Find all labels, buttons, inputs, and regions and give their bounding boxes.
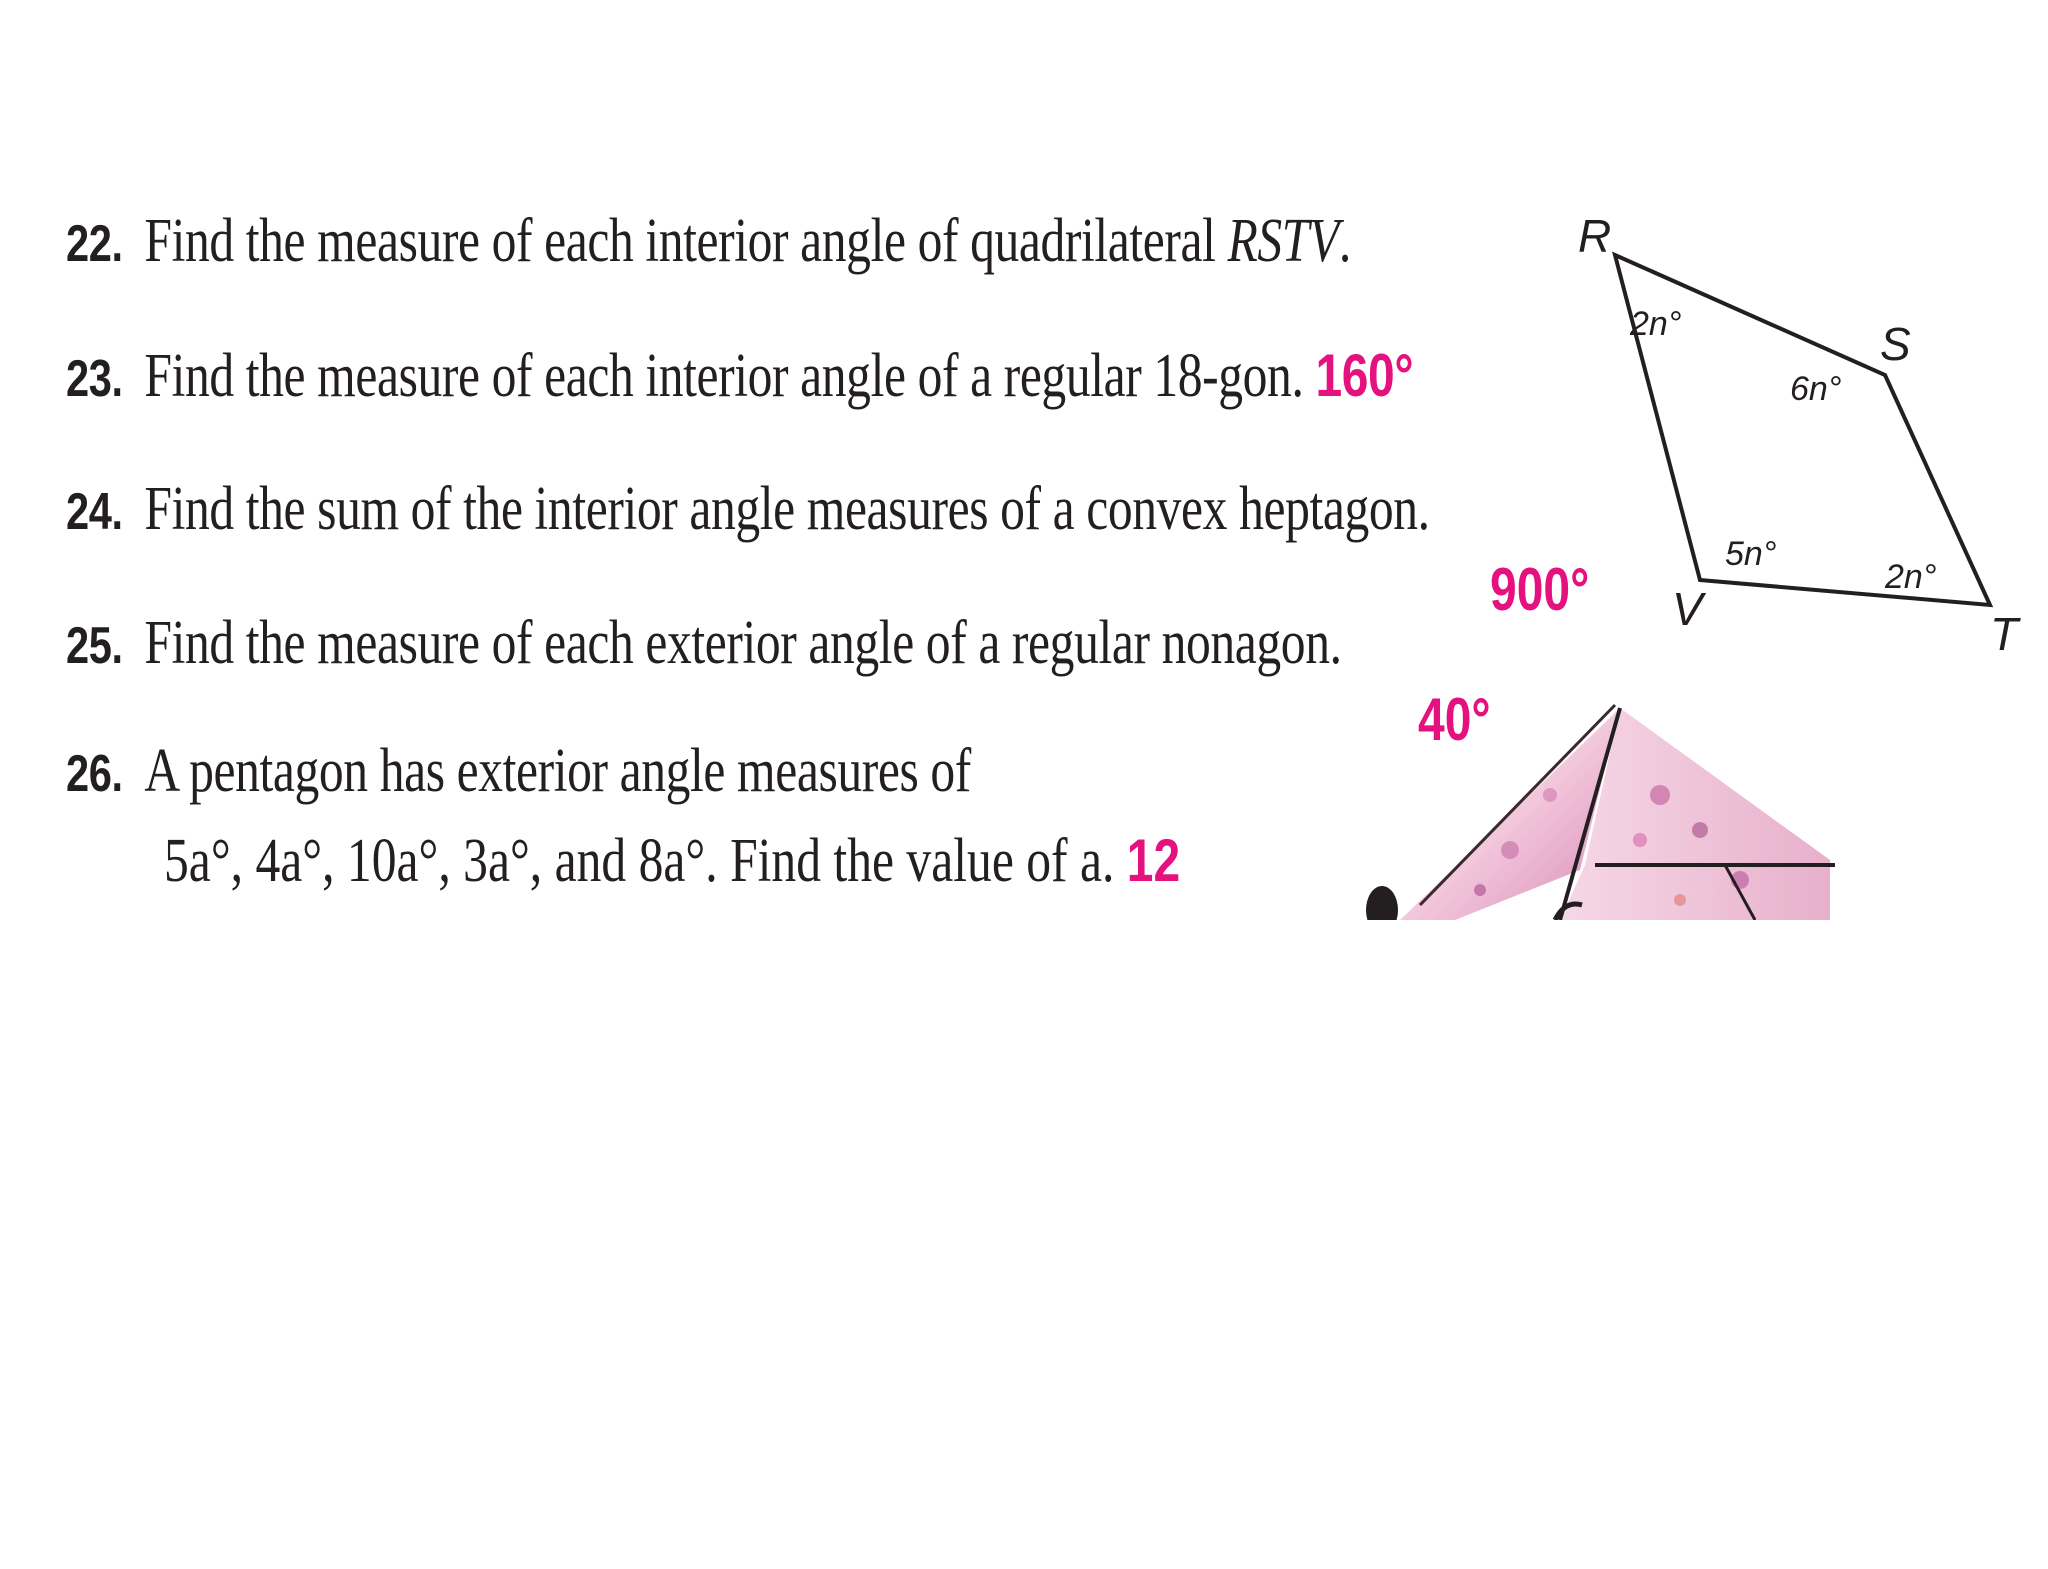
vertex-t-label: T (1990, 608, 2019, 650)
problem-25 (66, 609, 1342, 677)
problem-suffix: . (1338, 207, 1351, 275)
problem-text: Find the measure of each interior angle of a regular 18-gon. (144, 342, 1304, 410)
problem-text: A pentagon has exterior angle measures of (144, 737, 971, 805)
quadrilateral-name: RSTV (1227, 207, 1339, 275)
problem-text: Find the measure of each interior angle of quadrilateral (144, 207, 1228, 275)
problem-23 (66, 342, 1414, 410)
problem-text: Find the sum of the interior angle measures of a convex heptagon. (144, 475, 1430, 543)
vertex-s-label: S (1880, 318, 1911, 370)
answer-24: 900° (1490, 556, 1590, 623)
problem-22 (66, 207, 1351, 275)
angle-s-label: 6n° (1790, 370, 1842, 408)
quadrilateral-diagram (1560, 210, 2030, 650)
problem-26 (66, 737, 971, 805)
problem-text: Find the measure of each exterior angle of a regular nonagon. (144, 609, 1342, 677)
angle-t-label: 2n° (1885, 558, 1937, 596)
angle-r-label: 2n° (1630, 305, 1682, 343)
problem-number: 22. (66, 215, 123, 273)
angle-v-label: 5n° (1725, 535, 1777, 573)
problem-number: 24. (66, 483, 123, 541)
vertex-v-label: V (1672, 583, 1703, 635)
answer: 160° (1315, 342, 1414, 409)
problem-26-line2 (164, 827, 1181, 895)
answer: 12 (1126, 827, 1181, 894)
problem-text-line2: 5a°, 4a°, 10a°, 3a°, and 8a°. Find the value of a. (164, 827, 1115, 895)
answer-25: 40° (1418, 686, 1491, 753)
folded-paper-photo (1360, 700, 1880, 920)
problem-number: 26. (66, 745, 123, 803)
hand-shadow (1366, 886, 1398, 920)
problem-number: 25. (66, 617, 123, 675)
problem-number: 23. (66, 350, 123, 408)
vertex-r-label: R (1578, 210, 1612, 262)
problem-24 (66, 475, 1430, 543)
